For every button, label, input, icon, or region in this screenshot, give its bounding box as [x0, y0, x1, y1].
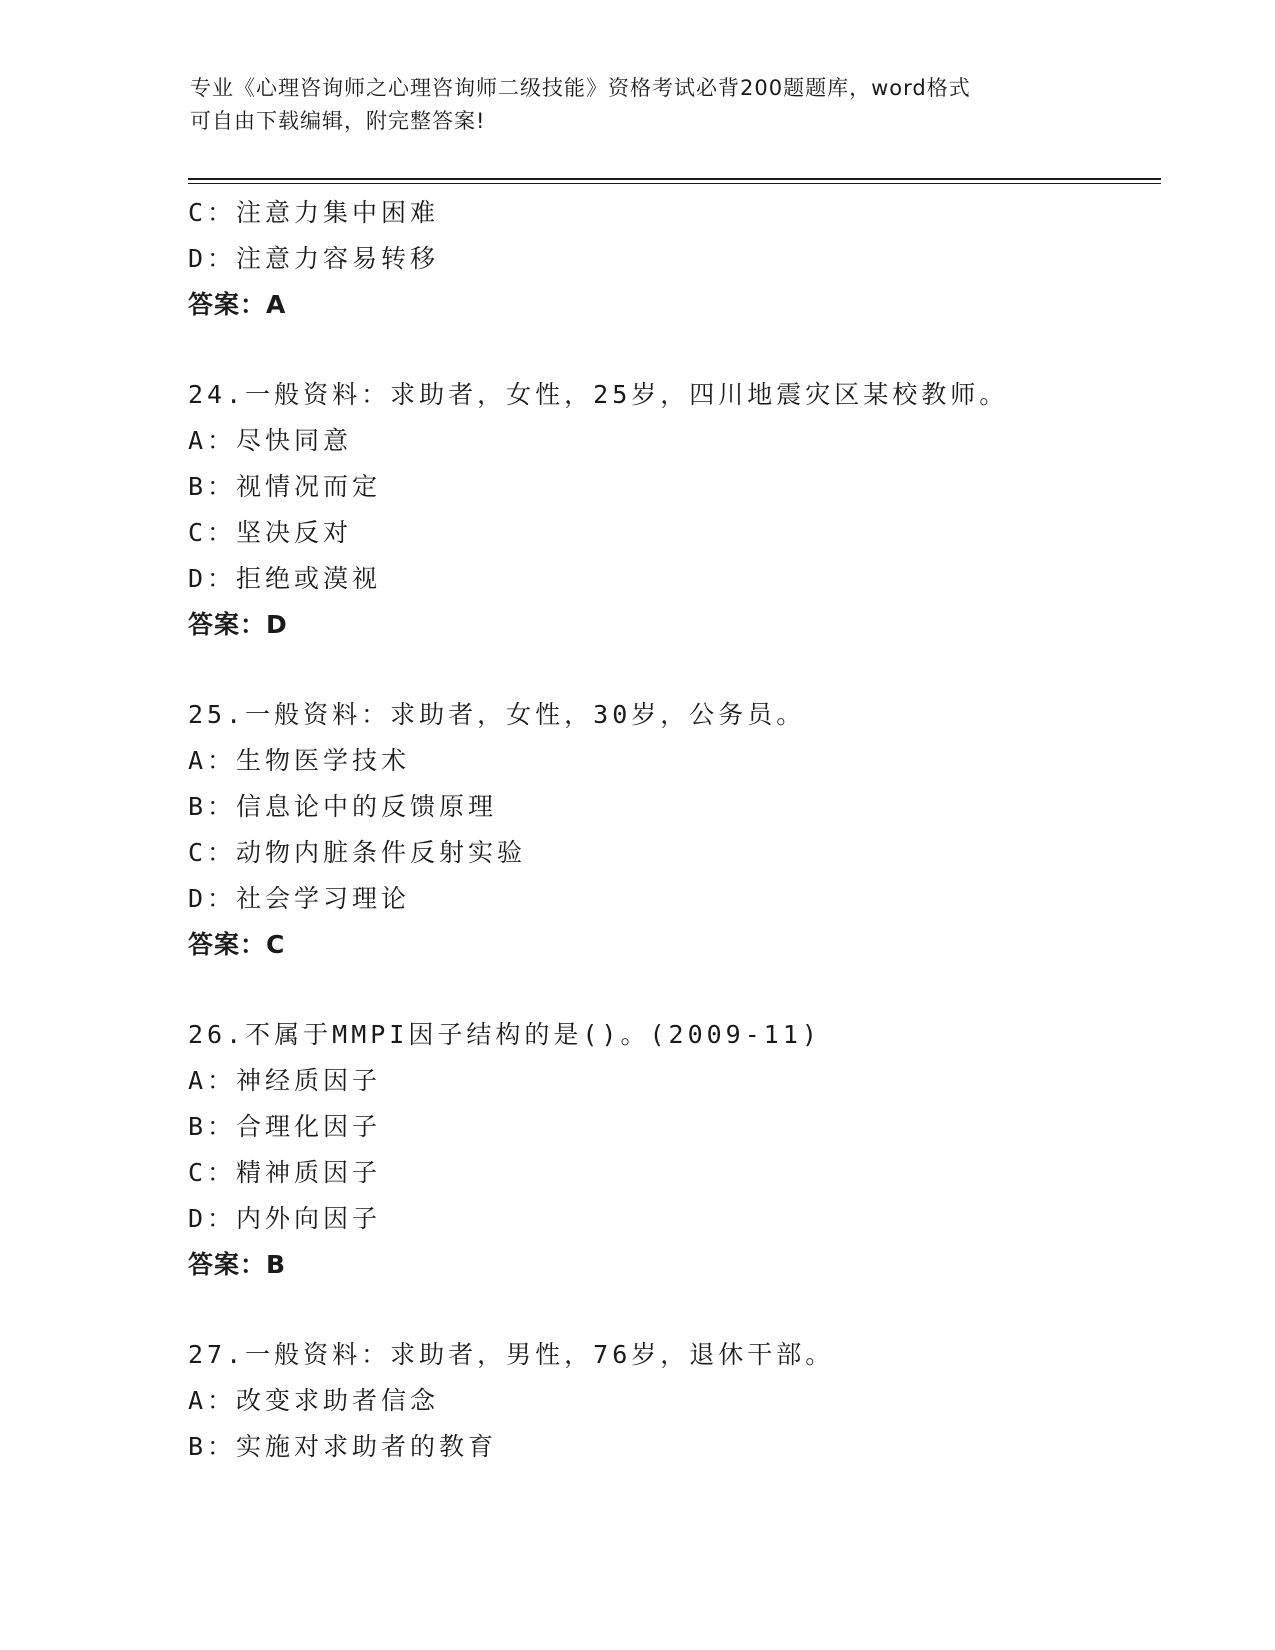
- question-stem: 24.一般资料：求助者，女性，25岁，四川地震灾区某校教师。: [188, 380, 1009, 409]
- option-c: C：精神质因子: [188, 1158, 382, 1187]
- header-divider-thick: [188, 178, 1161, 180]
- option-c: C：注意力集中困难: [188, 198, 440, 227]
- question-27: [188, 1332, 1168, 1470]
- option-a: A：尽快同意: [188, 426, 353, 455]
- option-c: C：坚决反对: [188, 518, 353, 547]
- answer-line: 答案：C: [188, 930, 286, 959]
- question-24: [188, 372, 1168, 648]
- option-d: D：社会学习理论: [188, 884, 411, 913]
- option-b: B：实施对求助者的教育: [188, 1432, 498, 1461]
- option-b: B：合理化因子: [188, 1112, 382, 1141]
- question-gap: [188, 648, 1168, 692]
- question-stem: 27.一般资料：求助者，男性，76岁，退休干部。: [188, 1340, 835, 1369]
- question-list: [188, 190, 1168, 1470]
- answer-line: 答案：B: [188, 1250, 287, 1279]
- question-stem: 25.一般资料：求助者，女性，30岁，公务员。: [188, 700, 806, 729]
- option-d: D：内外向因子: [188, 1204, 382, 1233]
- option-a: A：神经质因子: [188, 1066, 382, 1095]
- answer-line: 答案：D: [188, 610, 288, 639]
- question-gap: [188, 1288, 1168, 1332]
- header-title-line-1: 专业《心理咨询师之心理咨询师二级技能》资格考试必背200题题库，word格式: [190, 76, 971, 100]
- answer-line: 答案：A: [188, 290, 287, 319]
- option-b: B：信息论中的反馈原理: [188, 792, 498, 821]
- question-26: [188, 1012, 1168, 1288]
- header-divider-thin: [188, 183, 1161, 184]
- header-title-line-2: 可自由下载编辑，附完整答案!: [190, 109, 486, 133]
- option-d: D：注意力容易转移: [188, 244, 440, 273]
- option-c: C：动物内脏条件反射实验: [188, 838, 527, 867]
- question-25: [188, 692, 1168, 968]
- question-fragment: [188, 190, 1168, 328]
- question-gap: [188, 328, 1168, 372]
- document-header: [190, 72, 1090, 138]
- option-d: D：拒绝或漠视: [188, 564, 382, 593]
- question-stem: 26.不属于MMPI因子结构的是()。(2009-11): [188, 1020, 821, 1049]
- option-b: B：视情况而定: [188, 472, 382, 501]
- option-a: A：改变求助者信念: [188, 1386, 440, 1415]
- question-gap: [188, 968, 1168, 1012]
- option-a: A：生物医学技术: [188, 746, 411, 775]
